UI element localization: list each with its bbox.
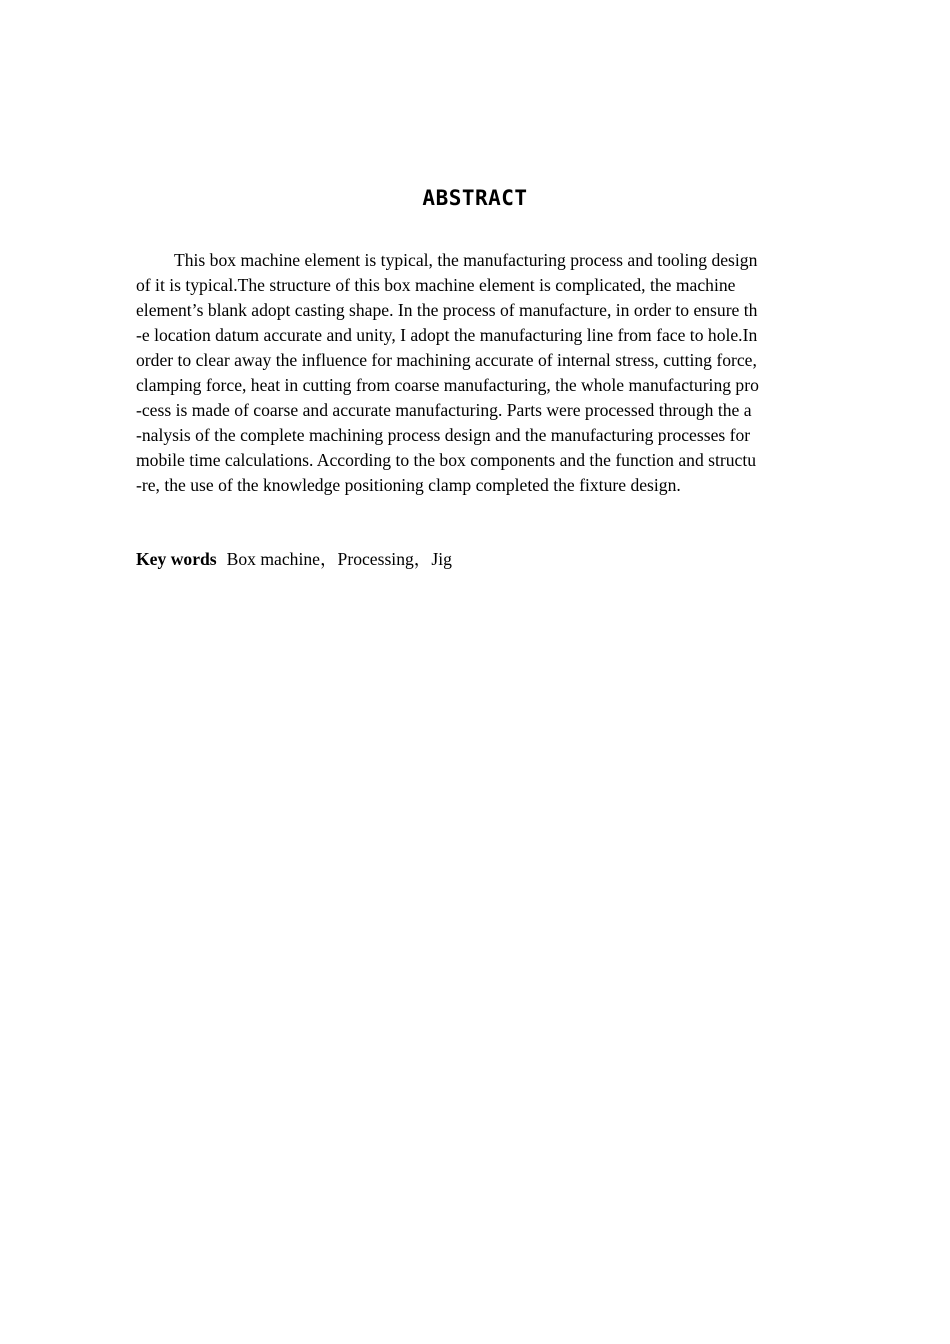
keywords-section	[136, 547, 452, 572]
abstract-line: element’s blank adopt casting shape. In the process of manufacture, in order to ensure th	[136, 300, 758, 320]
abstract-line: of it is typical.The structure of this box machine element is complicated, the machine	[136, 275, 736, 295]
abstract-title: ABSTRACT	[422, 186, 528, 210]
abstract-body	[136, 248, 826, 498]
abstract-line: order to clear away the influence for machining accurate of internal stress, cutting force,	[136, 350, 757, 370]
abstract-line: -re, the use of the knowledge positioning clamp completed the fixture design.	[136, 475, 681, 495]
abstract-line: mobile time calculations. According to the box components and the function and structu	[136, 450, 757, 470]
abstract-line: -cess is made of coarse and accurate manufacturing. Parts were processed through the a	[136, 400, 752, 420]
keywords-label: Key words	[136, 549, 217, 569]
abstract-line: clamping force, heat in cutting from coarse manufacturing, the whole manufacturing pro	[136, 375, 759, 395]
abstract-line: This box machine element is typical, the manufacturing process and tooling design	[174, 250, 758, 270]
abstract-line: -e location datum accurate and unity, I adopt the manufacturing line from face to hole.In	[136, 325, 758, 345]
abstract-line: -nalysis of the complete machining process design and the manufacturing processes for	[136, 425, 751, 445]
keywords-text: Box machine，Processing，Jig	[226, 549, 452, 569]
